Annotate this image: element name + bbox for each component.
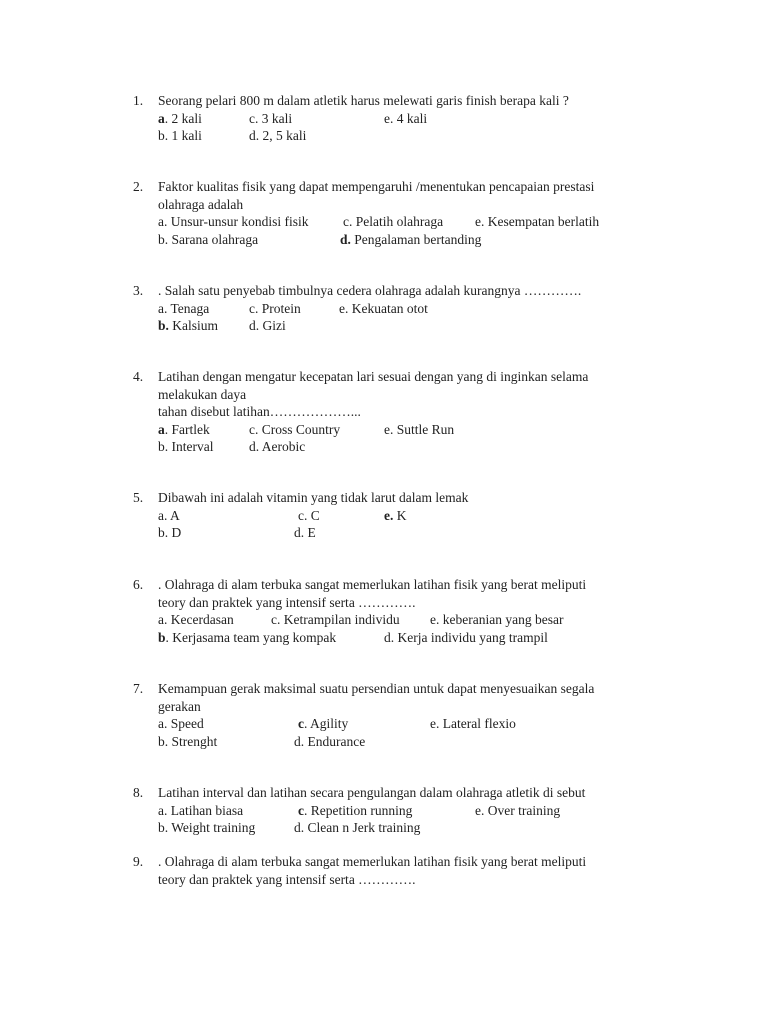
- question-number: 8.: [133, 785, 144, 800]
- question-stem-cont: gerakan: [158, 698, 201, 714]
- question-stem-cont: teory dan praktek yang intensif serta ………….: [158, 871, 416, 887]
- option-c: c. Repetition running: [298, 802, 413, 818]
- question-number: 6.: [133, 577, 144, 592]
- question-number: 7.: [133, 681, 144, 696]
- option-c: c. Ketrampilan individu: [271, 612, 400, 627]
- option-d: d. Endurance: [294, 733, 366, 749]
- question-stem-cont: melakukan daya: [158, 386, 247, 402]
- option-c: c. C: [298, 507, 320, 523]
- question-stem: Latihan interval dan latihan secara pengulangan dalam olahraga atletik di sebut: [158, 785, 586, 800]
- question-number: 3.: [133, 283, 144, 298]
- question-number: 2.: [133, 179, 144, 194]
- option-b: b. Interval: [158, 439, 214, 454]
- option-d: d. Gizi: [249, 318, 286, 333]
- question-number: 1.: [133, 93, 144, 108]
- question-stem: Faktor kualitas fisik yang dapat mempengaruhi /menentukan pencapaian prestasi: [158, 179, 595, 194]
- option-e: e. 4 kali: [384, 110, 428, 126]
- question-stem: Dibawah ini adalah vitamin yang tidak larut dalam lemak: [158, 490, 469, 505]
- option-e: e. K: [384, 507, 407, 523]
- option-c: c. Cross Country: [249, 421, 341, 437]
- option-d: d. Pengalaman bertanding: [340, 231, 482, 247]
- option-a: a. Latihan biasa: [158, 802, 244, 818]
- option-b: b. Kerjasama team yang kompak: [158, 629, 337, 645]
- option-d: d. 2, 5 kali: [249, 128, 307, 143]
- question-number: 5.: [133, 490, 144, 505]
- question-stem: Latihan dengan mengatur kecepatan lari sesuai dengan yang di inginkan selama: [158, 369, 589, 384]
- option-c: c. Protein: [249, 300, 301, 316]
- option-b: b. Strenght: [158, 733, 218, 749]
- question-stem-cont: tahan disebut latihan………………...: [158, 404, 361, 419]
- option-b: b. Kalsium: [158, 318, 219, 333]
- option-a: a. Kecerdasan: [158, 612, 234, 627]
- question-stem: Seorang pelari 800 m dalam atletik harus melewati garis finish berapa kali ?: [158, 93, 569, 108]
- option-e: e. keberanian yang besar: [430, 612, 564, 627]
- option-a: a. 2 kali: [158, 110, 202, 126]
- question-number: 9.: [133, 854, 144, 869]
- option-c: c. Agility: [298, 716, 349, 731]
- question-stem-cont: teory dan praktek yang intensif serta ………….: [158, 594, 416, 610]
- option-b: b. Weight training: [158, 820, 256, 835]
- option-a: a. Tenaga: [158, 300, 210, 316]
- option-c: c. 3 kali: [249, 110, 293, 126]
- question-stem-cont: olahraga adalah: [158, 196, 244, 212]
- option-b: b. D: [158, 525, 182, 540]
- option-d: d. Kerja individu yang trampil: [384, 629, 548, 645]
- question-stem: . Olahraga di alam terbuka sangat memerlukan latihan fisik yang berat meliputi: [158, 577, 587, 592]
- option-b: b. 1 kali: [158, 128, 202, 143]
- question-number: 4.: [133, 369, 144, 384]
- option-b: b. Sarana olahraga: [158, 231, 259, 247]
- option-a: a. Unsur-unsur kondisi fisik: [158, 214, 309, 229]
- option-d: d. Aerobic: [249, 439, 306, 454]
- option-d: d. E: [294, 525, 316, 540]
- option-d: d. Clean n Jerk training: [294, 820, 421, 835]
- option-e: e. Suttle Run: [384, 421, 455, 437]
- option-a: a. A: [158, 507, 180, 523]
- option-e: e. Over training: [475, 802, 561, 818]
- option-a: a. Fartlek: [158, 421, 210, 437]
- option-e: e. Kekuatan otot: [339, 300, 428, 316]
- question-stem: . Olahraga di alam terbuka sangat memerlukan latihan fisik yang berat meliputi: [158, 854, 587, 869]
- option-e: e. Kesempatan berlatih: [475, 214, 600, 229]
- option-c: c. Pelatih olahraga: [343, 214, 444, 229]
- question-stem: . Salah satu penyebab timbulnya cedera olahraga adalah kurangnya ………….: [158, 283, 582, 298]
- question-stem: Kemampuan gerak maksimal suatu persendian untuk dapat menyesuaikan segala: [158, 681, 595, 696]
- option-e: e. Lateral flexio: [430, 716, 516, 731]
- option-a: a. Speed: [158, 716, 204, 731]
